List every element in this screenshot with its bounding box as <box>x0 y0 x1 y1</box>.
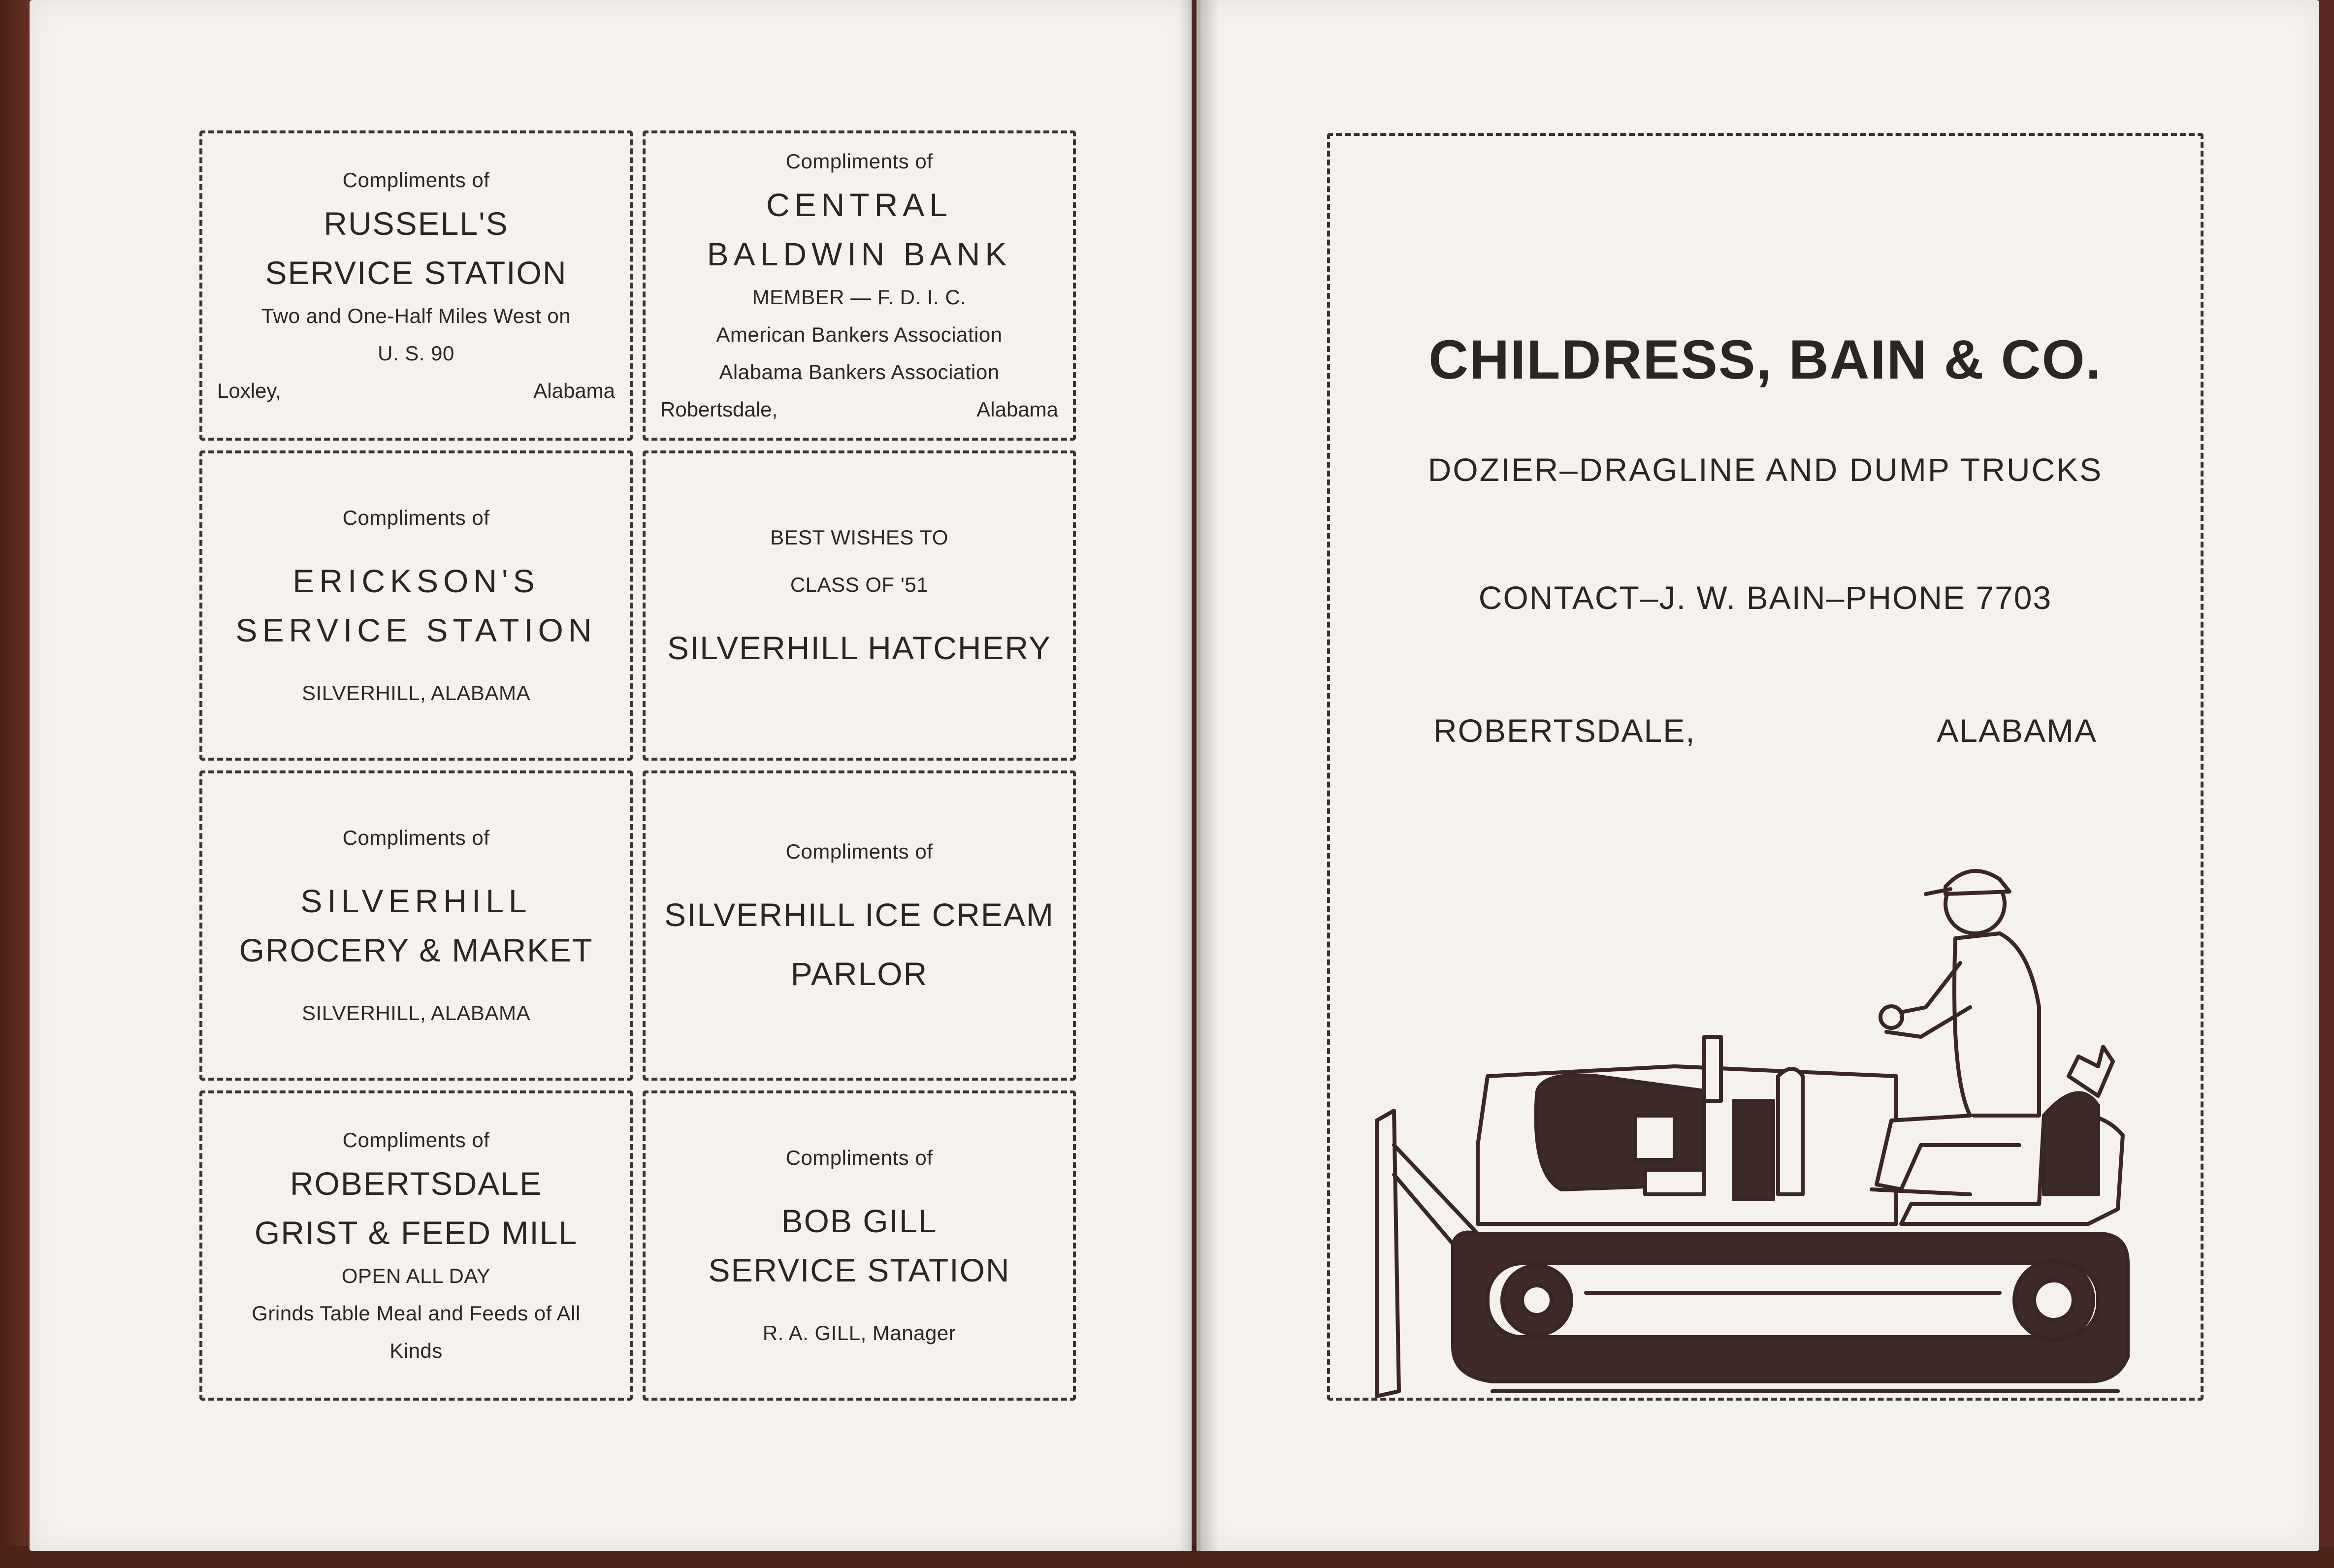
company-city: ROBERTSDALE, <box>1433 712 1696 749</box>
ad-location <box>217 372 615 410</box>
ad-intro: Compliments of <box>342 506 490 529</box>
ad-footer: SILVERHILL, ALABAMA <box>302 1001 530 1024</box>
ad-russells-service-station <box>199 130 633 441</box>
ad-city: Loxley, <box>217 379 281 402</box>
ad-detail: MEMBER — F. D. I. C. <box>752 286 967 309</box>
ad-detail: OPEN ALL DAY <box>341 1264 491 1287</box>
ad-detail: Kinds <box>389 1339 443 1362</box>
ad-detail: Alabama Bankers Association <box>719 360 1000 384</box>
ad-intro: BEST WISHES TO <box>770 526 948 549</box>
ad-detail: U. S. 90 <box>378 342 454 365</box>
ad-name-line: SERVICE STATION <box>708 1252 1010 1288</box>
company-contact: CONTACT–J. W. BAIN–PHONE 7703 <box>1478 579 2052 616</box>
ad-footer: SILVERHILL, ALABAMA <box>302 681 530 704</box>
ad-footer: R. A. GILL, Manager <box>762 1321 956 1344</box>
ad-name-line: SILVERHILL ICE CREAM <box>664 896 1054 933</box>
ad-name-line: RUSSELL'S <box>324 205 509 242</box>
ad-intro: Compliments of <box>785 1146 933 1169</box>
ad-city: Robertsdale, <box>660 398 778 421</box>
company-name: CHILDRESS, BAIN & CO. <box>1428 329 2102 390</box>
ad-name-line: SILVERHILL <box>300 883 532 919</box>
ad-detail: American Bankers Association <box>716 323 1003 346</box>
ad-intro: Compliments of <box>342 168 490 192</box>
ad-name-line: SERVICE STATION <box>265 255 567 291</box>
ad-location <box>660 391 1058 428</box>
ad-intro: Compliments of <box>342 1128 490 1152</box>
ad-ericksons-service-station <box>199 450 633 761</box>
ad-intro: Compliments of <box>342 826 490 849</box>
ad-name-line: ROBERTSDALE <box>290 1165 543 1202</box>
ad-name-line: ERICKSON'S <box>292 563 540 599</box>
ad-detail: Grinds Table Meal and Feeds of All <box>252 1302 581 1325</box>
ad-childress-bain-co <box>1327 133 2204 1401</box>
ad-silverhill-hatchery <box>643 450 1076 761</box>
company-services: DOZIER–DRAGLINE AND DUMP TRUCKS <box>1427 451 2103 488</box>
ad-name-line: SILVERHILL HATCHERY <box>667 630 1052 666</box>
ad-name-line: BOB GILL <box>781 1203 938 1239</box>
ad-silverhill-grocery-market <box>199 770 633 1081</box>
ad-intro: CLASS OF '51 <box>790 573 929 596</box>
ad-name-line: CENTRAL <box>766 187 953 223</box>
ad-silverhill-ice-cream-parlor <box>643 770 1076 1081</box>
ad-state: Alabama <box>533 379 615 402</box>
ad-central-baldwin-bank <box>643 130 1076 441</box>
ad-name-line: GRIST & FEED MILL <box>254 1215 578 1251</box>
ad-robertsdale-grist-feed-mill <box>199 1090 633 1401</box>
book-gutter <box>1179 0 1219 1551</box>
company-location <box>1433 712 2097 749</box>
ad-state: Alabama <box>976 398 1058 421</box>
company-state: ALABAMA <box>1937 712 2097 749</box>
ad-intro: Compliments of <box>785 840 933 863</box>
ad-detail: Two and One-Half Miles West on <box>261 304 571 327</box>
ad-name-line: GROCERY & MARKET <box>239 932 593 968</box>
ad-intro: Compliments of <box>785 150 933 173</box>
ad-name-line: PARLOR <box>790 956 928 992</box>
ad-bob-gill-service-station <box>643 1090 1076 1401</box>
ad-name-line: BALDWIN BANK <box>707 236 1012 272</box>
ad-name-line: SERVICE STATION <box>235 612 597 648</box>
bulldozer-illustration <box>1330 800 2206 1401</box>
